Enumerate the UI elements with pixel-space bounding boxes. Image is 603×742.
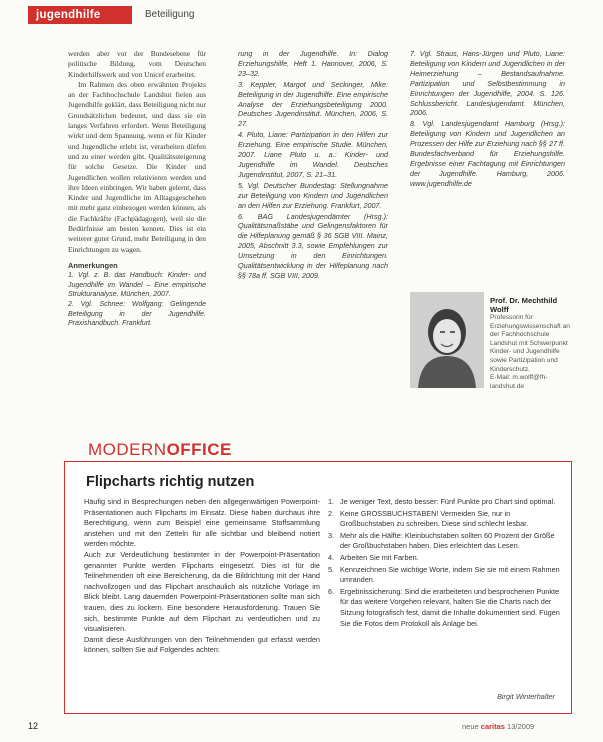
reference: 5. Vgl. Deutscher Bundestag: Stellungnahme zur Beteiligung von Kindern und Jugendlichen an den Hilfen zur Erziehung. Frankfurt, 2007. (238, 180, 388, 210)
author-email: E-Mail: m.wolff@fh-landshut.de (490, 374, 548, 390)
publication-footer: neue caritas 13/2009 (462, 722, 535, 731)
modern-office-title (88, 440, 232, 460)
author-bio: Professorin für Erziehungswissenschaft an der Fachhochschule Landshut mit Schwerpunkt Kinder- und Jugendhilfe sowie Partizipation und Kinderschutz. (490, 314, 570, 373)
note: 2. Vgl. Schnee: Wolfgang: Gelingende Beteiligung in der Jugendhilfe. Praxishandbuch. Frankfurt. (68, 301, 206, 328)
article-column-3 (410, 49, 565, 190)
note: 1. Vgl. z. B. das Handbuch: Kinder- und Jugendhilfe im Wandel – Eine empirische Strukturanalyse. München, 2007. (68, 272, 206, 299)
tip-box-intro (84, 497, 320, 656)
list-item: 3. Mehr als die Hälfte: Kleinbuchstaben sollten 60 Prozent der Größe der Großbuchstaben haben. Dies erleichtert das Lesen. (328, 530, 555, 551)
paragraph: werden aber vor der Bundesebene für politische Bildung, vom Deutschen Kinderhilfswerk und von Unicef erarbeitet. (68, 49, 206, 79)
reference: rung in der Jugendhilfe. In: Dialog Erziehungshilfe, Heft 1. Hannover, 2006, S. 23–32. (238, 49, 388, 78)
tip-list (328, 497, 560, 630)
title-part-modern: MODERN (88, 440, 167, 459)
author-box (490, 296, 570, 391)
portrait-photo-icon (410, 292, 484, 388)
reference: 3. Keppler, Margot und Seckinger, Mike: Beteiligung in der Jugendhilfe. Eine empirische Analyse der Erziehungsbeteiligung 2000. Deutsches Jugendinstitut. München, 2006, S. 27. (238, 79, 388, 129)
reference: 4. Pluto, Liane: Partizipation in den Hilfen zur Erziehung. Eine empirische Studie. München, 2007. Liane Pluto u. a.: Kinder- und Jugendhilfe im Wandel. Deutsches Jugendinstitut, 2007, S. 21–31. (238, 130, 388, 179)
paragraph: Häufig sind in Besprechungen neben den allgegenwärtigen Powerpoint-Präsentationen auch Flipcharts im Einsatz. Diese haben durchaus ihre Berechtigung, wenn zum Beispiel eine gemeinsame Stoffsammlung anstehen und mit den Zetteln für alle sichtbar und bleibend notiert werden möchte. (84, 497, 320, 549)
section-tag: jugendhilfe (28, 6, 132, 24)
list-item: 5. Kennzeichnen Sie wichtige Worte, indem Sie sie mit einem Rahmen umranden. (328, 564, 560, 585)
title-part-office: OFFICE (166, 440, 232, 459)
author-photo (410, 292, 484, 388)
tip-box-title: Flipcharts richtig nutzen (86, 474, 255, 490)
reference: 7. Vgl. Straus, Hans-Jürgen und Pluto, Liane: Beteiligung von Kindern und Jugendlichen in der Heimerziehung – Bestandsaufnahme. Partizipation und Selbstbestimmung in Einrichtungen der Jugendhilfe, 2004. S. 126. Schlussbericht. Landesjugendamt. München, 2006. (410, 49, 565, 118)
author-name: Prof. Dr. Mechthild Wolff (490, 296, 558, 314)
article-column-2 (238, 49, 388, 282)
reference: 6. BAG Landesjugendämter (Hrsg.): Qualitätsmaßstäbe und Gelingensfaktoren für die Hilfeplanung gemäß § 36 SGB VIII. Mainz, 2005, Abschnitt 3.3, sowie Empfehlungen zur Umsetzung in den Einrichtungen. Qualitätsentwicklung in der Hilfeplanung nach §§ 78a ff. SGB VIII, 2009. (238, 211, 388, 280)
list-item: 1. Je weniger Text, desto besser: Fünf Punkte pro Chart sind optimal. (328, 497, 556, 506)
paragraph: Auch zur Verdeutlichung bestimmter in der Powerpoint-Präsentation genannter Punkte werden Flipcharts eingesetzt. Dies ist für die Teilnehmenden oft eine Bereicherung, da die Bildrichtung mit der Hand nachvollzogen und das Flipchart anschaulich als nützliche Vorlage im Blick bleibt. Lang dauernden Powerpoint-Präsentationen sollte man sich trauen, dies zu lockern. Eine besondere Herausforderung. Trauen Sie sich, bestimmte Punkte auf dem Flipchart zu verdeutlichen und zu visualisieren. (84, 549, 320, 634)
page-header (0, 0, 603, 40)
page-number: 12 (28, 721, 39, 731)
reference: 8. Vgl. Landesjugendamt Hamburg (Hrsg.): Beteiligung von Kindern und Jugendlichen an Prozessen der Hilfe zur Erziehung nach §§ 27 ff. Bundesfachverband für Erziehungshilfe. Ergebnisse einer Fachtagung mit Einrichtungen der Jugendhilfe. Hamburg, 2006. www.jugendhilfe.de (410, 119, 565, 188)
list-item: 6. Ergebnissicherung: Sind die erarbeiteten und besprochenen Punkte für das weitere Vorgehen relevant, halten Sie die Charts nach der Sitzung fotografisch fest, damit die Inhalte dokumentiert sind. Fügen Sie die Fotos dem Protokoll als Anlage bei. (328, 586, 560, 628)
article-column-1 (68, 49, 206, 329)
list-item: 4. Arbeiten Sie mit Farben. (328, 552, 419, 562)
notes-heading: Anmerkungen (68, 260, 118, 270)
list-item: 2. Keine GROSSBUCHSTABEN! Vermeiden Sie, nur in Großbuchstaben zu schreiben. Diese sind schlecht lesbar. (328, 508, 529, 529)
paragraph: Im Rahmen des oben erwähnten Projekts an der Fachhochschule Landshut fielen aus Jugendhilfe geklärt, dass Beteiligung nicht nur Grundsätzlichen bedeutet, und dass sie ein langes Verfahren erfordert. Wenn Beteiligung wirkt und dem Spannung, wenn er für Kinder und Jugendliche erlebt ist, verarbeiten dürfen und zu einer werden gibt. Qualitätssteigerung für solche Gesetze. Die Kinder und Jugendlichen wollen relativieren werden und ihre Ideen einbringen. Wir haben gelernt, dass Kinder und Jugendliche im Alltagsgeschehen mit mehr ganz einbezogen werden können, als die Fachkräfte (Fachpädagogen), weil sie die Bedürfnisse am besten kennen. Dies ist ein weiterer guter Grund, mehr Beteiligung in den Einrichtungen zu wagen. (68, 79, 206, 254)
section-label: Beteiligung (145, 9, 195, 20)
paragraph: Damit diese Ausführungen von den Teilnehmenden gut erfasst werden können, sollten Sie auf Folgendes achten: (84, 634, 320, 655)
box-author: Birgit Winterhalter (497, 692, 555, 701)
